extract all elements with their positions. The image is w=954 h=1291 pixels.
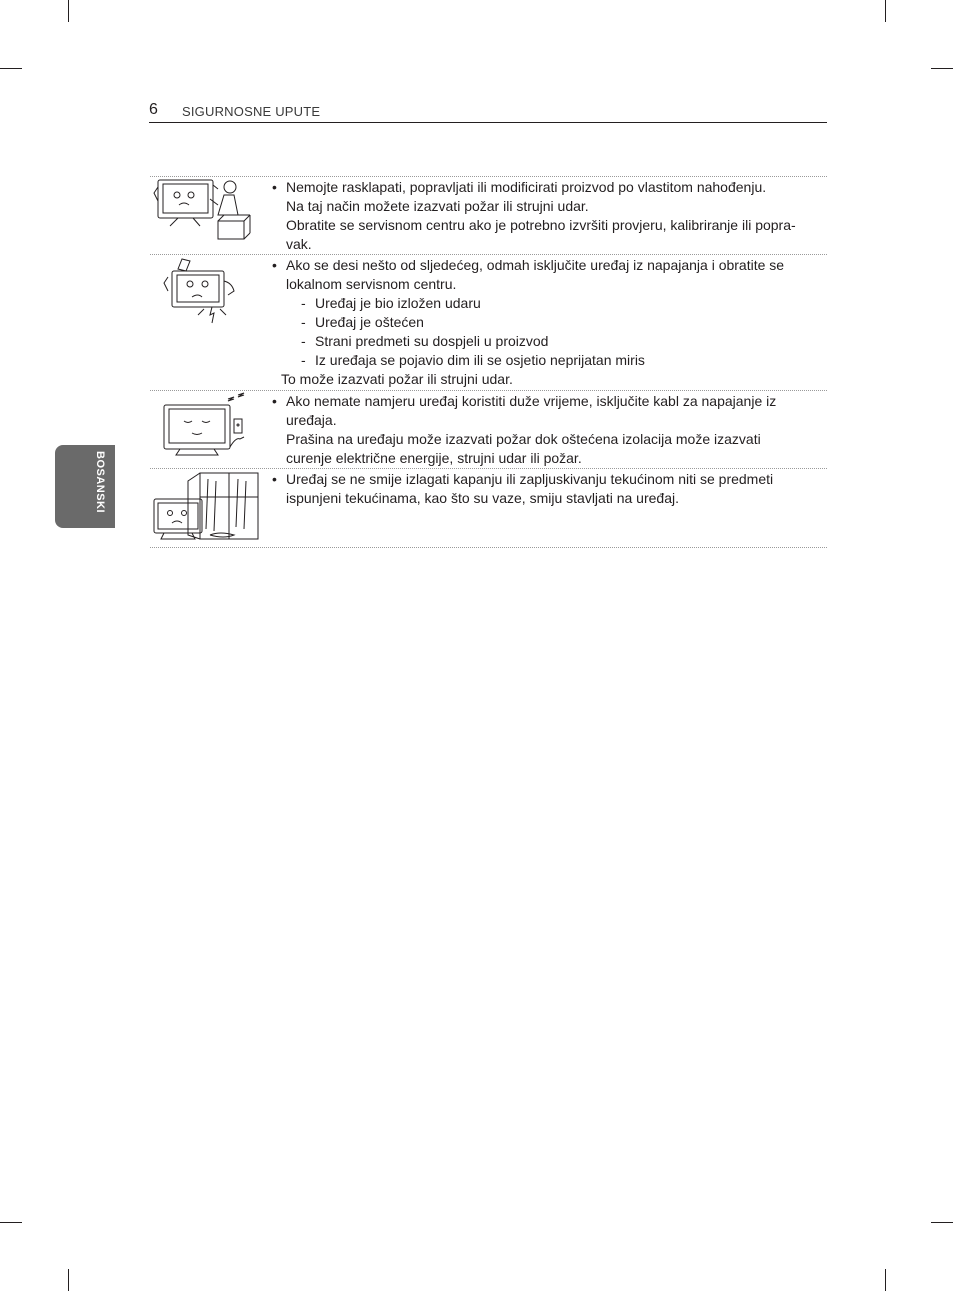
sub-list-item: - Iz uređaja se pojavio dim ili se osjetio neprijatan miris [301,352,645,368]
bullet-icon: • [272,471,277,487]
crop-mark [931,68,953,69]
text-line: vak. [286,236,312,252]
text-line: Ako nemate namjeru uređaj koristiti duže vrijeme, isključite kabl za napajanje iz [286,393,777,409]
crop-mark [0,68,22,69]
text-line: Uređaj se ne smije izlagati kapanju ili zapljuskivanju tekućinom niti se predmeti [286,471,774,487]
list-item [270,178,827,254]
safety-row [150,469,827,548]
sub-item-text: Strani predmeti su dospjeli u proizvod [315,333,549,349]
tv-near-open-window-rain-illustration [150,469,262,545]
crop-mark [0,1222,22,1223]
person-disassembling-tv-illustration [150,177,262,249]
sub-list-item: - Uređaj je bio izložen udaru [301,295,481,311]
text-line: Obratite se servisnom centru ako je potrebno izvršiti provjeru, kalibriranje ili popra- [286,217,796,233]
sub-item-text: Iz uređaja se pojavio dim ili se osjetio neprijatan miris [315,352,645,368]
text-line: Ako se desi nešto od sljedećeg, odmah isključite uređaj iz napajanja i obratite se [286,257,785,273]
page-header [149,100,827,123]
list-item [270,256,827,370]
crop-mark [885,1269,886,1291]
crop-mark [68,0,69,22]
text-line: uređaja. [286,412,337,428]
damaged-smoking-tv-illustration [150,255,262,327]
text-line: ispunjeni tekućinama, kao što su vaze, smiju stavljati na uređaj. [286,490,679,506]
language-label: BOSANSKI [94,451,106,514]
crop-mark [885,0,886,22]
section-title: SIGURNOSNE UPUTE [182,104,321,119]
list-item [270,470,827,508]
crop-mark [68,1269,69,1291]
sub-item-text: Uređaj je bio izložen udaru [315,295,481,311]
sub-list-item: - Uređaj je oštećen [301,314,424,330]
bullet-icon: • [272,179,277,195]
sleeping-tv-unplugged-illustration [150,391,262,463]
language-side-tab [55,445,115,528]
bullet-icon: • [272,393,277,409]
bullet-icon: • [272,257,277,273]
crop-mark [931,1222,953,1223]
safety-row [150,177,827,255]
safety-row [150,255,827,391]
text-line: Prašina na uređaju može izazvati požar dok oštećena izolacija može izazvati [286,431,761,447]
text-line: curenje električne energije, strujni udar ili požar. [286,450,582,466]
page-number: 6 [149,101,158,118]
list-item [270,392,827,468]
warning-summary: To može izazvati požar ili strujni udar. [281,371,513,387]
safety-row [150,391,827,469]
text-line: lokalnom servisnom centru. [286,276,457,292]
text-line: Na taj način možete izazvati požar ili strujni udar. [286,198,589,214]
sub-list-item: - Strani predmeti su dospjeli u proizvod [301,333,549,349]
safety-instructions-table [150,176,827,548]
text-line: Nemojte rasklapati, popravljati ili modificirati proizvod po vlastitom nahođenju. [286,179,767,195]
sub-item-text: Uređaj je oštećen [315,314,424,330]
